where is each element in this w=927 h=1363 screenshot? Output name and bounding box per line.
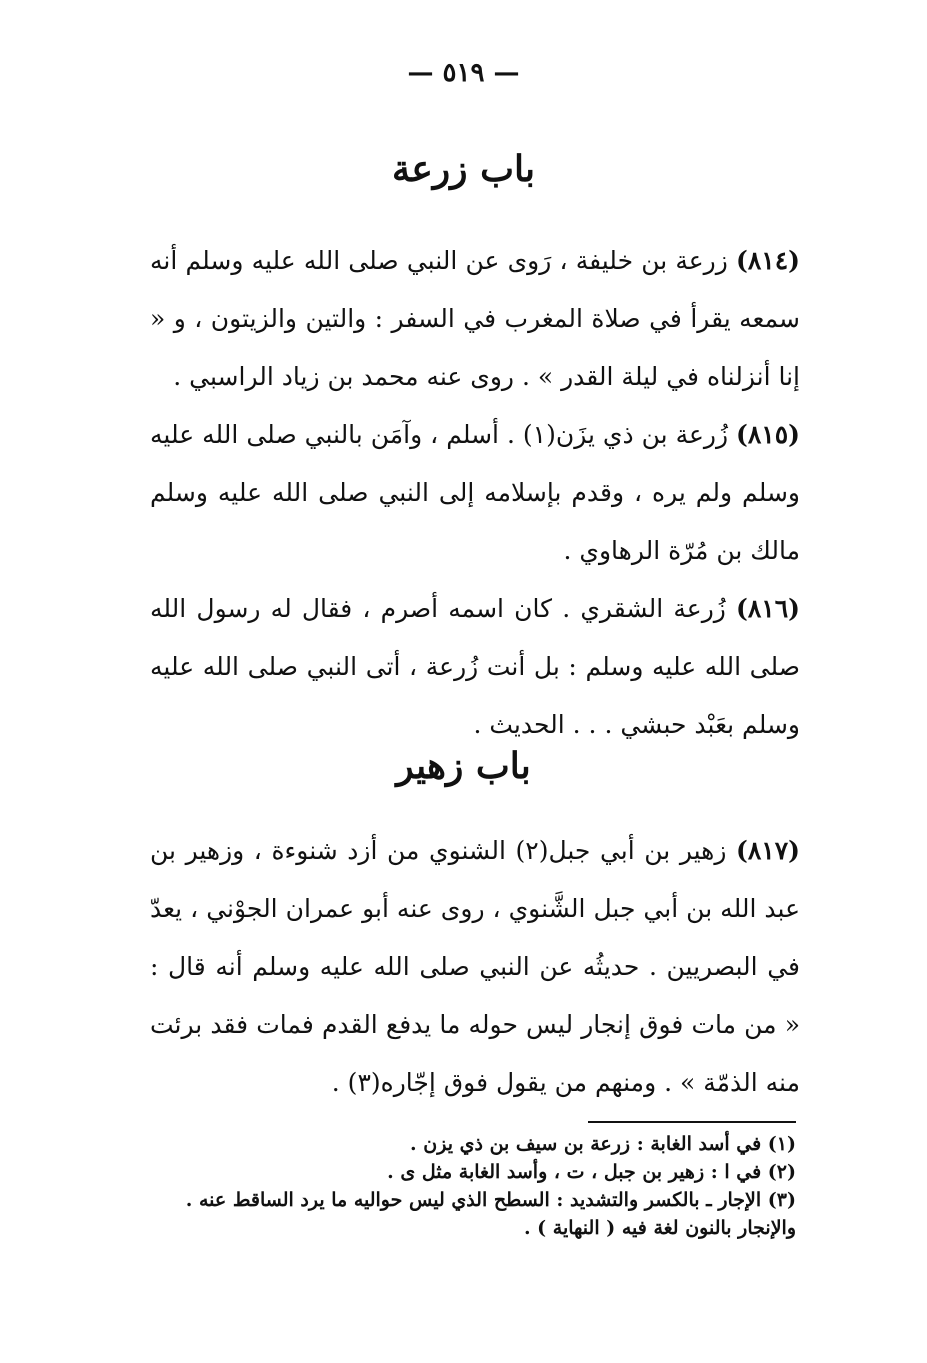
entry-817 <box>150 822 800 1112</box>
entry-text: زُرعة بن ذي يزَن(١) . أسلم ، وآمَن بالنبي صلى الله عليه وسلم ولم يره ، وقدم بإسلامه إلى النبي صلى الله عليه وسلم مالك بن مُرّة الرهاوي . <box>150 420 800 565</box>
footnote-2: (٢) في ا : زهير بن جبل ، ت ، وأسد الغابة مثل ى . <box>387 1161 796 1183</box>
footnote-divider <box>588 1121 796 1123</box>
entry-number: (٨١٤) <box>736 246 800 275</box>
section-title-zuraa: باب زرعة <box>392 148 535 190</box>
page-number: — ٥١٩ — <box>407 58 520 88</box>
entry-816 <box>150 580 800 754</box>
section-title-zuhair: باب زهير <box>396 745 531 787</box>
entry-number: (٨١٧) <box>736 836 800 865</box>
entry-814 <box>150 232 800 406</box>
section-body-zuraa <box>150 232 800 754</box>
footnotes <box>148 1130 796 1242</box>
entry-text: زهير بن أبي جبل(٢) الشنوي من أزد شنوءة ، وزهير بن عبد الله بن أبي جبل الشَّنوي ، روى عنه أبو عمران الجوْني ، يعدّ في البصريين . حديثُه عن النبي صلى الله عليه وسلم أنه قال : « من مات فوق إنجار ليس حوله ما يدفع القدم فمات فقد برئت منه الذمّة » . ومنهم من يقول فوق إجّاره(٣) . <box>150 836 800 1097</box>
entry-number: (٨١٦) <box>736 594 800 623</box>
entry-815 <box>150 406 800 580</box>
footnote-3: (٣) الإجار ـ بالكسر والتشديد : السطح الذي ليس حواليه ما يرد الساقط عنه . والإنجار بالنون لغة فيه ( النهاية ) . <box>185 1189 796 1239</box>
entry-number: (٨١٥) <box>736 420 801 449</box>
section-body-zuhair <box>150 822 800 1112</box>
entry-text: زرعة بن خليفة ، رَوى عن النبي صلى الله عليه وسلم أنه سمعه يقرأ في صلاة المغرب في السفر : والتين والزيتون ، و « إنا أنزلناه في ليلة القدر » . روى عنه محمد بن زياد الراسبي . <box>150 246 800 391</box>
entry-text: زُرعة الشقري . كان اسمه أصرم ، فقال له رسول الله صلى الله عليه وسلم : بل أنت زُرعة ، أتى النبي صلى الله عليه وسلم بعَبْد حبشي . . . الحديث . <box>150 594 800 739</box>
footnote-1: (١) في أسد الغابة : زرعة بن سيف بن ذي يزن . <box>410 1133 796 1155</box>
